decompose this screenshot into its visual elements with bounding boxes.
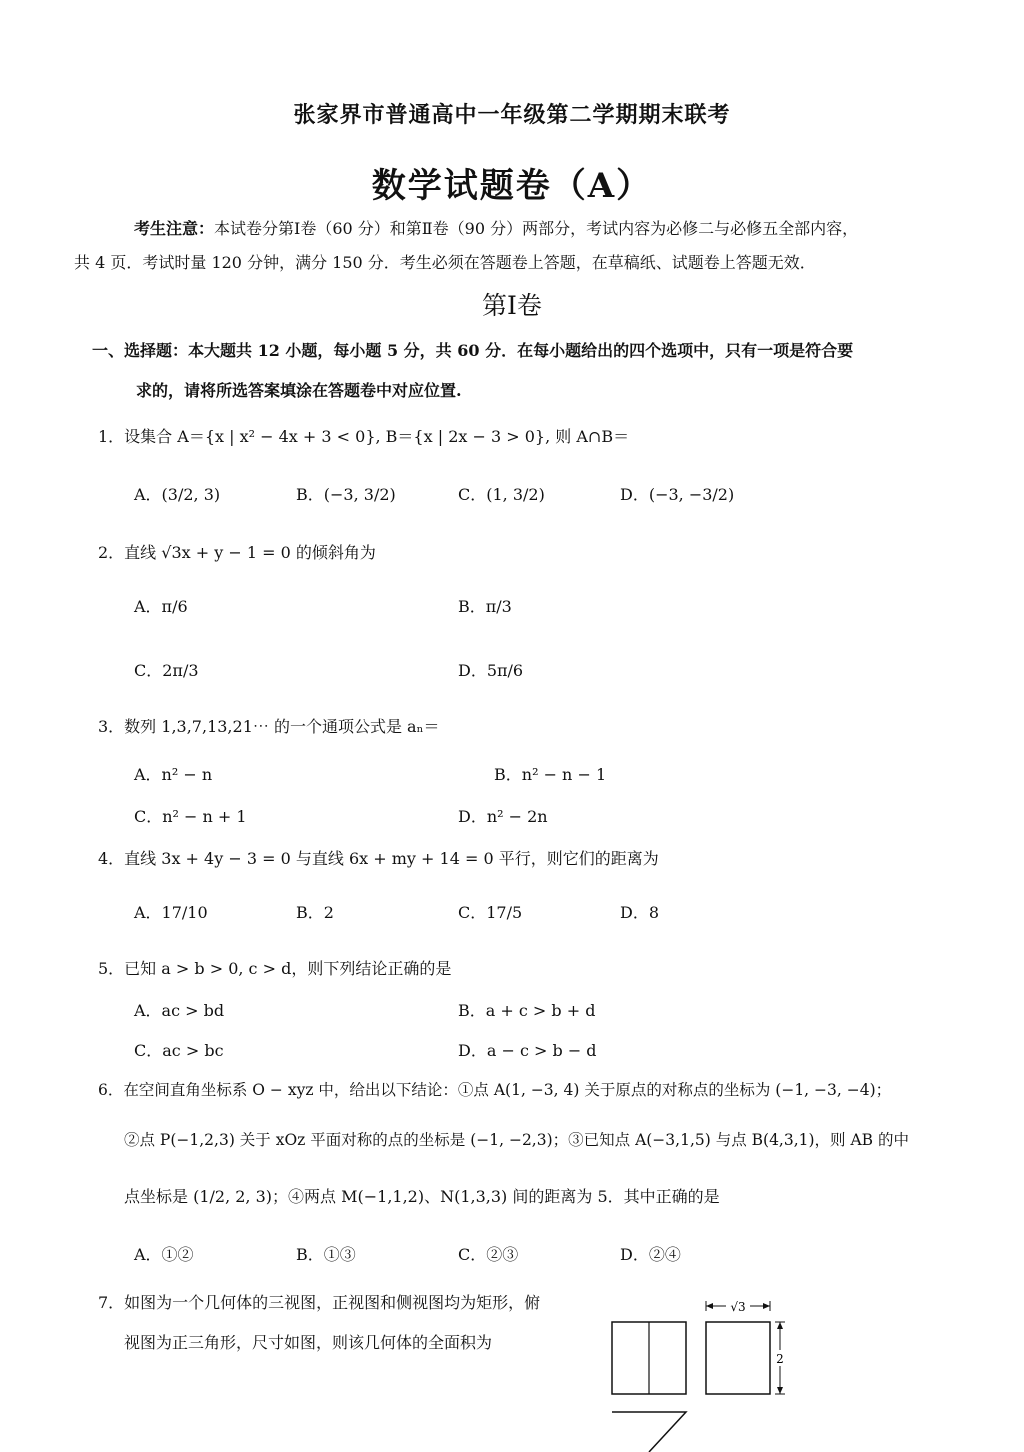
q6-option-a: A．①② xyxy=(134,1245,194,1264)
q2-option-a: A．π/6 xyxy=(134,597,188,616)
question-2-stem: 2．直线 √3x + y − 1 = 0 的倾斜角为 xyxy=(98,543,376,562)
exam-paper-title: 数学试题卷（A） xyxy=(371,166,653,206)
exam-notice xyxy=(74,212,940,280)
q3-option-d: D．n² − 2n xyxy=(458,807,548,826)
section-heading-line-1: 一、选择题：本大题共 12 小题，每小题 5 分，共 60 分．在每小题给出的四个选项中，只有一项是符合要 xyxy=(92,341,854,360)
question-7-line-1: 7．如图为一个几何体的三视图，正视图和侧视图均为矩形，俯 xyxy=(98,1293,541,1312)
q2-option-d: D．5π/6 xyxy=(458,661,524,680)
q1-option-c: C．(1, 3/2) xyxy=(458,485,545,504)
q4-option-a: A．17/10 xyxy=(134,903,208,922)
height-dimension-label: 2 xyxy=(776,1352,784,1366)
notice-line-1: 本试卷分第Ⅰ卷（60 分）和第Ⅱ卷（90 分）两部分，考试内容为必修二与必修五全部内容， xyxy=(214,219,859,238)
three-view-figure xyxy=(600,1292,820,1452)
section-heading-line-2: 求的，请将所选答案填涂在答题卷中对应位置. xyxy=(136,381,462,400)
question-5-stem: 5．已知 a > b > 0, c > d，则下列结论正确的是 xyxy=(98,959,452,978)
notice-label: 考生注意： xyxy=(134,219,215,238)
q1-option-a: A．(3/2, 3) xyxy=(134,485,221,504)
side-view-rect xyxy=(706,1322,770,1394)
q1-option-b: B．(−3, 3/2) xyxy=(296,485,396,504)
question-1-stem: 1．设集合 A＝{x | x² − 4x + 3 < 0}, B＝{x | 2x − 3 > 0}, 则 A∩B＝ xyxy=(98,427,630,446)
volume-heading: 第Ⅰ卷 xyxy=(482,291,542,320)
exam-header-title: 张家界市普通高中一年级第二学期期末联考 xyxy=(293,102,731,128)
q2-option-c: C．2π/3 xyxy=(134,661,199,680)
q5-option-d: D．a − c > b − d xyxy=(458,1041,597,1060)
question-7-line-2: 视图为正三角形，尺寸如图，则该几何体的全面积为 xyxy=(124,1333,493,1352)
q4-option-c: C．17/5 xyxy=(458,903,523,922)
q4-option-b: B．2 xyxy=(296,903,334,922)
q4-option-d: D．8 xyxy=(620,903,660,922)
question-3-stem: 3．数列 1,3,7,13,21⋯ 的一个通项公式是 aₙ＝ xyxy=(98,717,440,736)
top-view-triangle xyxy=(612,1412,686,1452)
q5-option-a: A．ac > bd xyxy=(134,1001,225,1020)
q5-option-c: C．ac > bc xyxy=(134,1041,224,1060)
question-4-stem: 4．直线 3x + 4y − 3 = 0 与直线 6x + my + 14 = 0 平行，则它们的距离为 xyxy=(98,849,659,868)
q2-option-b: B．π/3 xyxy=(458,597,512,616)
q3-option-a: A．n² − n xyxy=(134,765,213,784)
q6-option-c: C．②③ xyxy=(458,1245,519,1264)
q6-option-d: D．②④ xyxy=(620,1245,681,1264)
q1-option-d: D．(−3, −3/2) xyxy=(620,485,735,504)
q3-option-c: C．n² − n + 1 xyxy=(134,807,247,826)
q6-option-b: B．①③ xyxy=(296,1245,356,1264)
width-dimension-label: √3 xyxy=(730,1300,746,1314)
question-6-line-3: 点坐标是 (1/2, 2, 3)；④两点 M(−1,1,2)、N(1,3,3) 间的距离为 5．其中正确的是 xyxy=(124,1187,720,1206)
question-6-line-1: 6．在空间直角坐标系 O − xyz 中，给出以下结论：①点 A(1, −3, 4) 关于原点的对称点的坐标为 (−1, −3, −4)； xyxy=(98,1081,892,1099)
notice-line-2: 共 4 页．考试时量 120 分钟，满分 150 分．考生必须在答题卷上答题，在草稿纸、试题卷上答题无效． xyxy=(74,253,816,272)
q3-option-b: B．n² − n − 1 xyxy=(494,765,607,784)
q5-option-b: B．a + c > b + d xyxy=(458,1001,596,1020)
question-6-line-2: ②点 P(−1,2,3) 关于 xOz 平面对称的点的坐标是 (−1, −2,3)；③已知点 A(−3,1,5) 与点 B(4,3,1)，则 AB 的中 xyxy=(124,1131,909,1149)
